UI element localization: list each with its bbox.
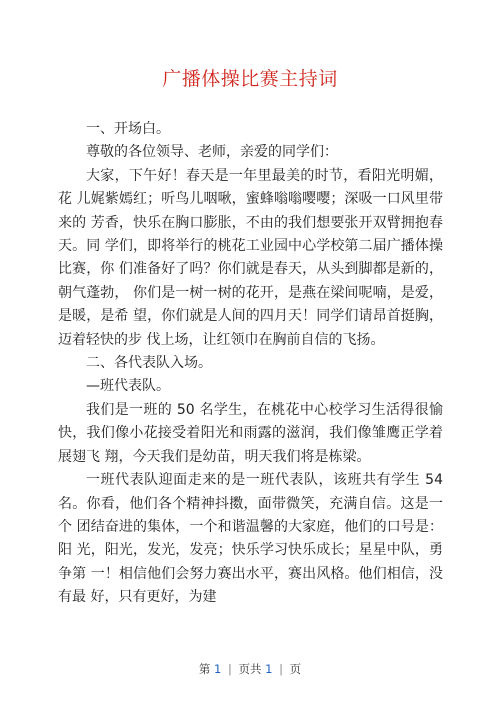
footer-suffix: 页	[289, 662, 302, 676]
footer-middle: 页共	[238, 662, 262, 676]
footer-prefix: 第	[198, 662, 211, 676]
document-title: 广播体操比赛主持词	[162, 68, 338, 90]
paragraph-class-team-heading: —班代表队。	[86, 378, 170, 395]
page-footer	[0, 661, 500, 677]
footer-page-number: 1	[213, 662, 222, 676]
paragraph-opening-heading: 一、开场白。	[86, 121, 170, 137]
footer-separator: |	[227, 662, 232, 676]
paragraph-opening-speech: 大家，下午好！春天是一年里最美的时节，看阳光明媚，花 儿娓紫嫣红；听鸟儿咽啾，蜜蜂嗡嗡嘤嘤；深吸一口风里带来的 芳香，快乐在胸口膨胀，不由的我们想要张开双臂拥抱春天。同 学们，即将举行的桃花工业园中心学校第二届广播体操比赛，你 们准备好了吗？你们就是春天，从头到脚都是新的，朝气蓬勃， 你们是一树一树的花开，是燕在梁间呢喃，是爱，是暖，是希 望，你们就是人间的四月天！同学们请昂首挺胸，迈着轻快的步 伐上场，让红领巾在胸前自信的飞扬。	[58, 167, 443, 348]
document-body	[58, 118, 443, 610]
footer-separator: |	[279, 662, 284, 676]
footer-total-pages: 1	[265, 662, 273, 676]
paragraph-entrance-heading: 二、各代表队入场。	[86, 355, 212, 372]
paragraph-class-description: 一班代表队迎面走来的是一班代表队，该班共有学生 54 名。你看，他们各个精神抖擞，面带微笑，充满自信。这是一个 团结奋进的集体，一个和谐温馨的大家庭，他们的口号是：阳 光，阳光，发光，发亮；快乐学习快乐成长；星星中队，勇争第 一！相信他们会努力赛出水平，赛出风格。他们相信，没有最 好，只有更好，为建	[58, 472, 443, 606]
paragraph-greeting: 尊敬的各位领导、老师，亲爱的同学们：	[86, 144, 338, 161]
paragraph-class-intro: 我们是一班的 50 名学生，在桃花中心校学习生活得很愉快，我们像小花接受着阳光和雨露的滋润，我们像雏鹰正学着展翅飞 翔，今天我们是幼苗，明天我们将是栋梁。	[58, 401, 443, 465]
